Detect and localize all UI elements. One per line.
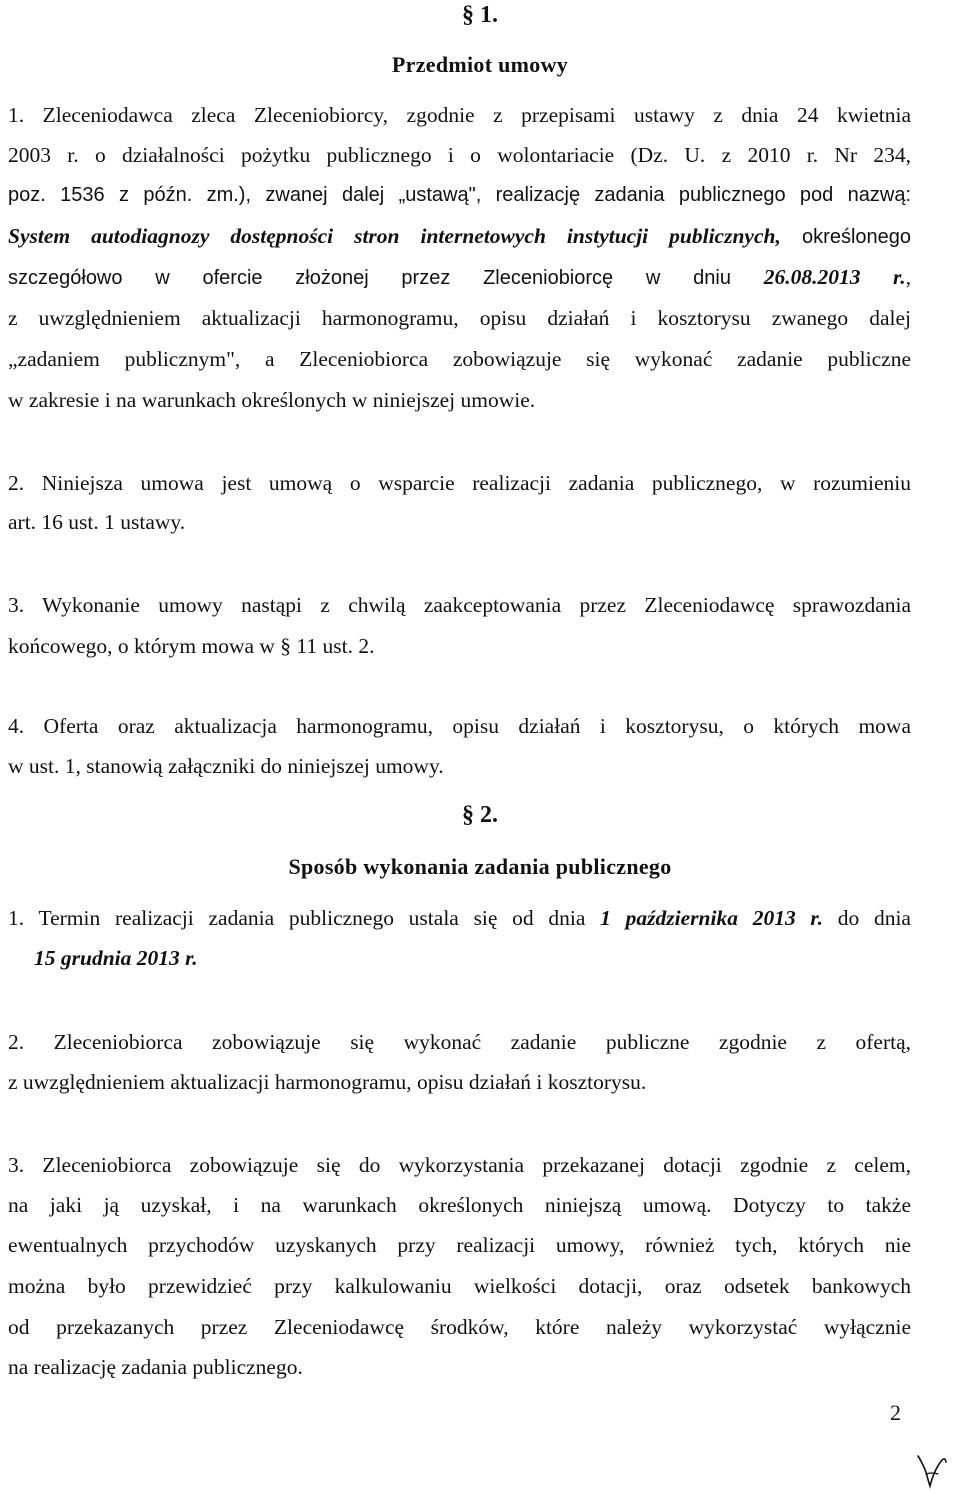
section-2-number: § 2.: [462, 802, 498, 828]
s1-p2-line2: art. 16 ust. 1 ustawy.: [8, 510, 186, 534]
start-date: 1 października 2013 r.: [600, 906, 823, 930]
s2-p3-line3: ewentualnych przychodów uzyskanych przy realizacji umowy, również tych, których nie: [8, 1233, 911, 1257]
s2-p2-line1: 2. Zleceniobiorca zobowiązuje się wykonać zadanie publiczne zgodnie z ofertą,: [8, 1030, 911, 1054]
section-1-number: § 1.: [462, 2, 498, 28]
s1-p1-line2: 2003 r. o działalności pożytku publicznego i o wolontariacie (Dz. U. z 2010 r. Nr 234,: [8, 143, 911, 167]
s1-p1-line1: 1. Zleceniodawca zleca Zleceniobiorcy, zgodnie z przepisami ustawy z dnia 24 kwietnia: [8, 103, 911, 127]
s2-p3-line2: na jaki ją uzyskał, i na warunkach określonych niniejszą umową. Dotyczy to także: [8, 1193, 911, 1217]
s1-p3-line2: końcowego, o którym mowa w § 11 ust. 2.: [8, 634, 375, 658]
offer-date: 26.08.2013 r.: [763, 265, 906, 289]
s1-p1-line5-end: ,: [905, 265, 911, 289]
s1-p2-line1: 2. Niniejsza umowa jest umową o wsparcie realizacji zadania publicznego, w rozumieniu: [8, 471, 911, 495]
section-1-title: Przedmiot umowy: [391, 52, 569, 77]
s1-p1-line4-rest: określonego: [780, 226, 912, 248]
s2-p3-line1: 3. Zleceniobiorca zobowiązuje się do wykorzystania przekazanej dotacji zgodnie z celem,: [8, 1153, 911, 1177]
s2-p3-line4: można było przewidzieć przy kalkulowaniu wielkości dotacji, oraz odsetek bankowych: [8, 1274, 911, 1298]
s1-p1-line6: z uwzględnieniem aktualizacji harmonogramu, opisu działań i kosztorysu zwanego dalej: [8, 306, 911, 330]
s2-p1-line2: [8, 943, 911, 973]
s2-p3-line5: od przekazanych przez Zleceniodawcę środków, które należy wykorzystać wyłącznie: [8, 1315, 911, 1339]
s1-p4-line2: w ust. 1, stanowią załączniki do niniejszej umowy.: [8, 754, 444, 778]
s1-p1-line5-text: szczegółowo w ofercie złożonej przez Zleceniobiorcę w dniu: [8, 267, 764, 289]
section-2-title: Sposób wykonania zadania publicznego: [288, 854, 672, 879]
s1-p1-line3: poz. 1536 z późn. zm.), zwanej dalej „ustawą", realizację zadania publicznego pod nazwą:: [8, 184, 911, 206]
s2-p2-line2: z uwzględnieniem aktualizacji harmonogramu, opisu działań i kosztorysu.: [8, 1070, 647, 1094]
initials-signature: [912, 1450, 952, 1490]
s1-p1-line4: [8, 221, 911, 252]
page-number: 2: [890, 1400, 901, 1425]
s2-p3-line6: na realizację zadania publicznego.: [8, 1355, 303, 1379]
s1-p1-line7: „zadaniem publicznym", a Zleceniobiorca zobowiązuje się wykonać zadanie publiczne: [8, 347, 911, 371]
s2-p1-line1-text: 1. Termin realizacji zadania publicznego ustala się od dnia: [8, 906, 601, 930]
s2-p1-line1-end: do dnia: [822, 906, 911, 930]
s2-p1-line1: [8, 903, 911, 933]
s1-p1-line8: w zakresie i na warunkach określonych w niniejszej umowie.: [8, 388, 536, 412]
s1-p1-line5: [8, 262, 911, 293]
s1-p3-line1: 3. Wykonanie umowy nastąpi z chwilą zaakceptowania przez Zleceniodawcę sprawozdania: [8, 593, 911, 617]
task-name: System autodiagnozy dostępności stron internetowych instytucji publicznych,: [8, 224, 781, 248]
end-date: 15 grudnia 2013 r.: [34, 946, 198, 970]
s1-p4-line1: 4. Oferta oraz aktualizacja harmonogramu, opisu działań i kosztorysu, o których mowa: [8, 714, 911, 738]
